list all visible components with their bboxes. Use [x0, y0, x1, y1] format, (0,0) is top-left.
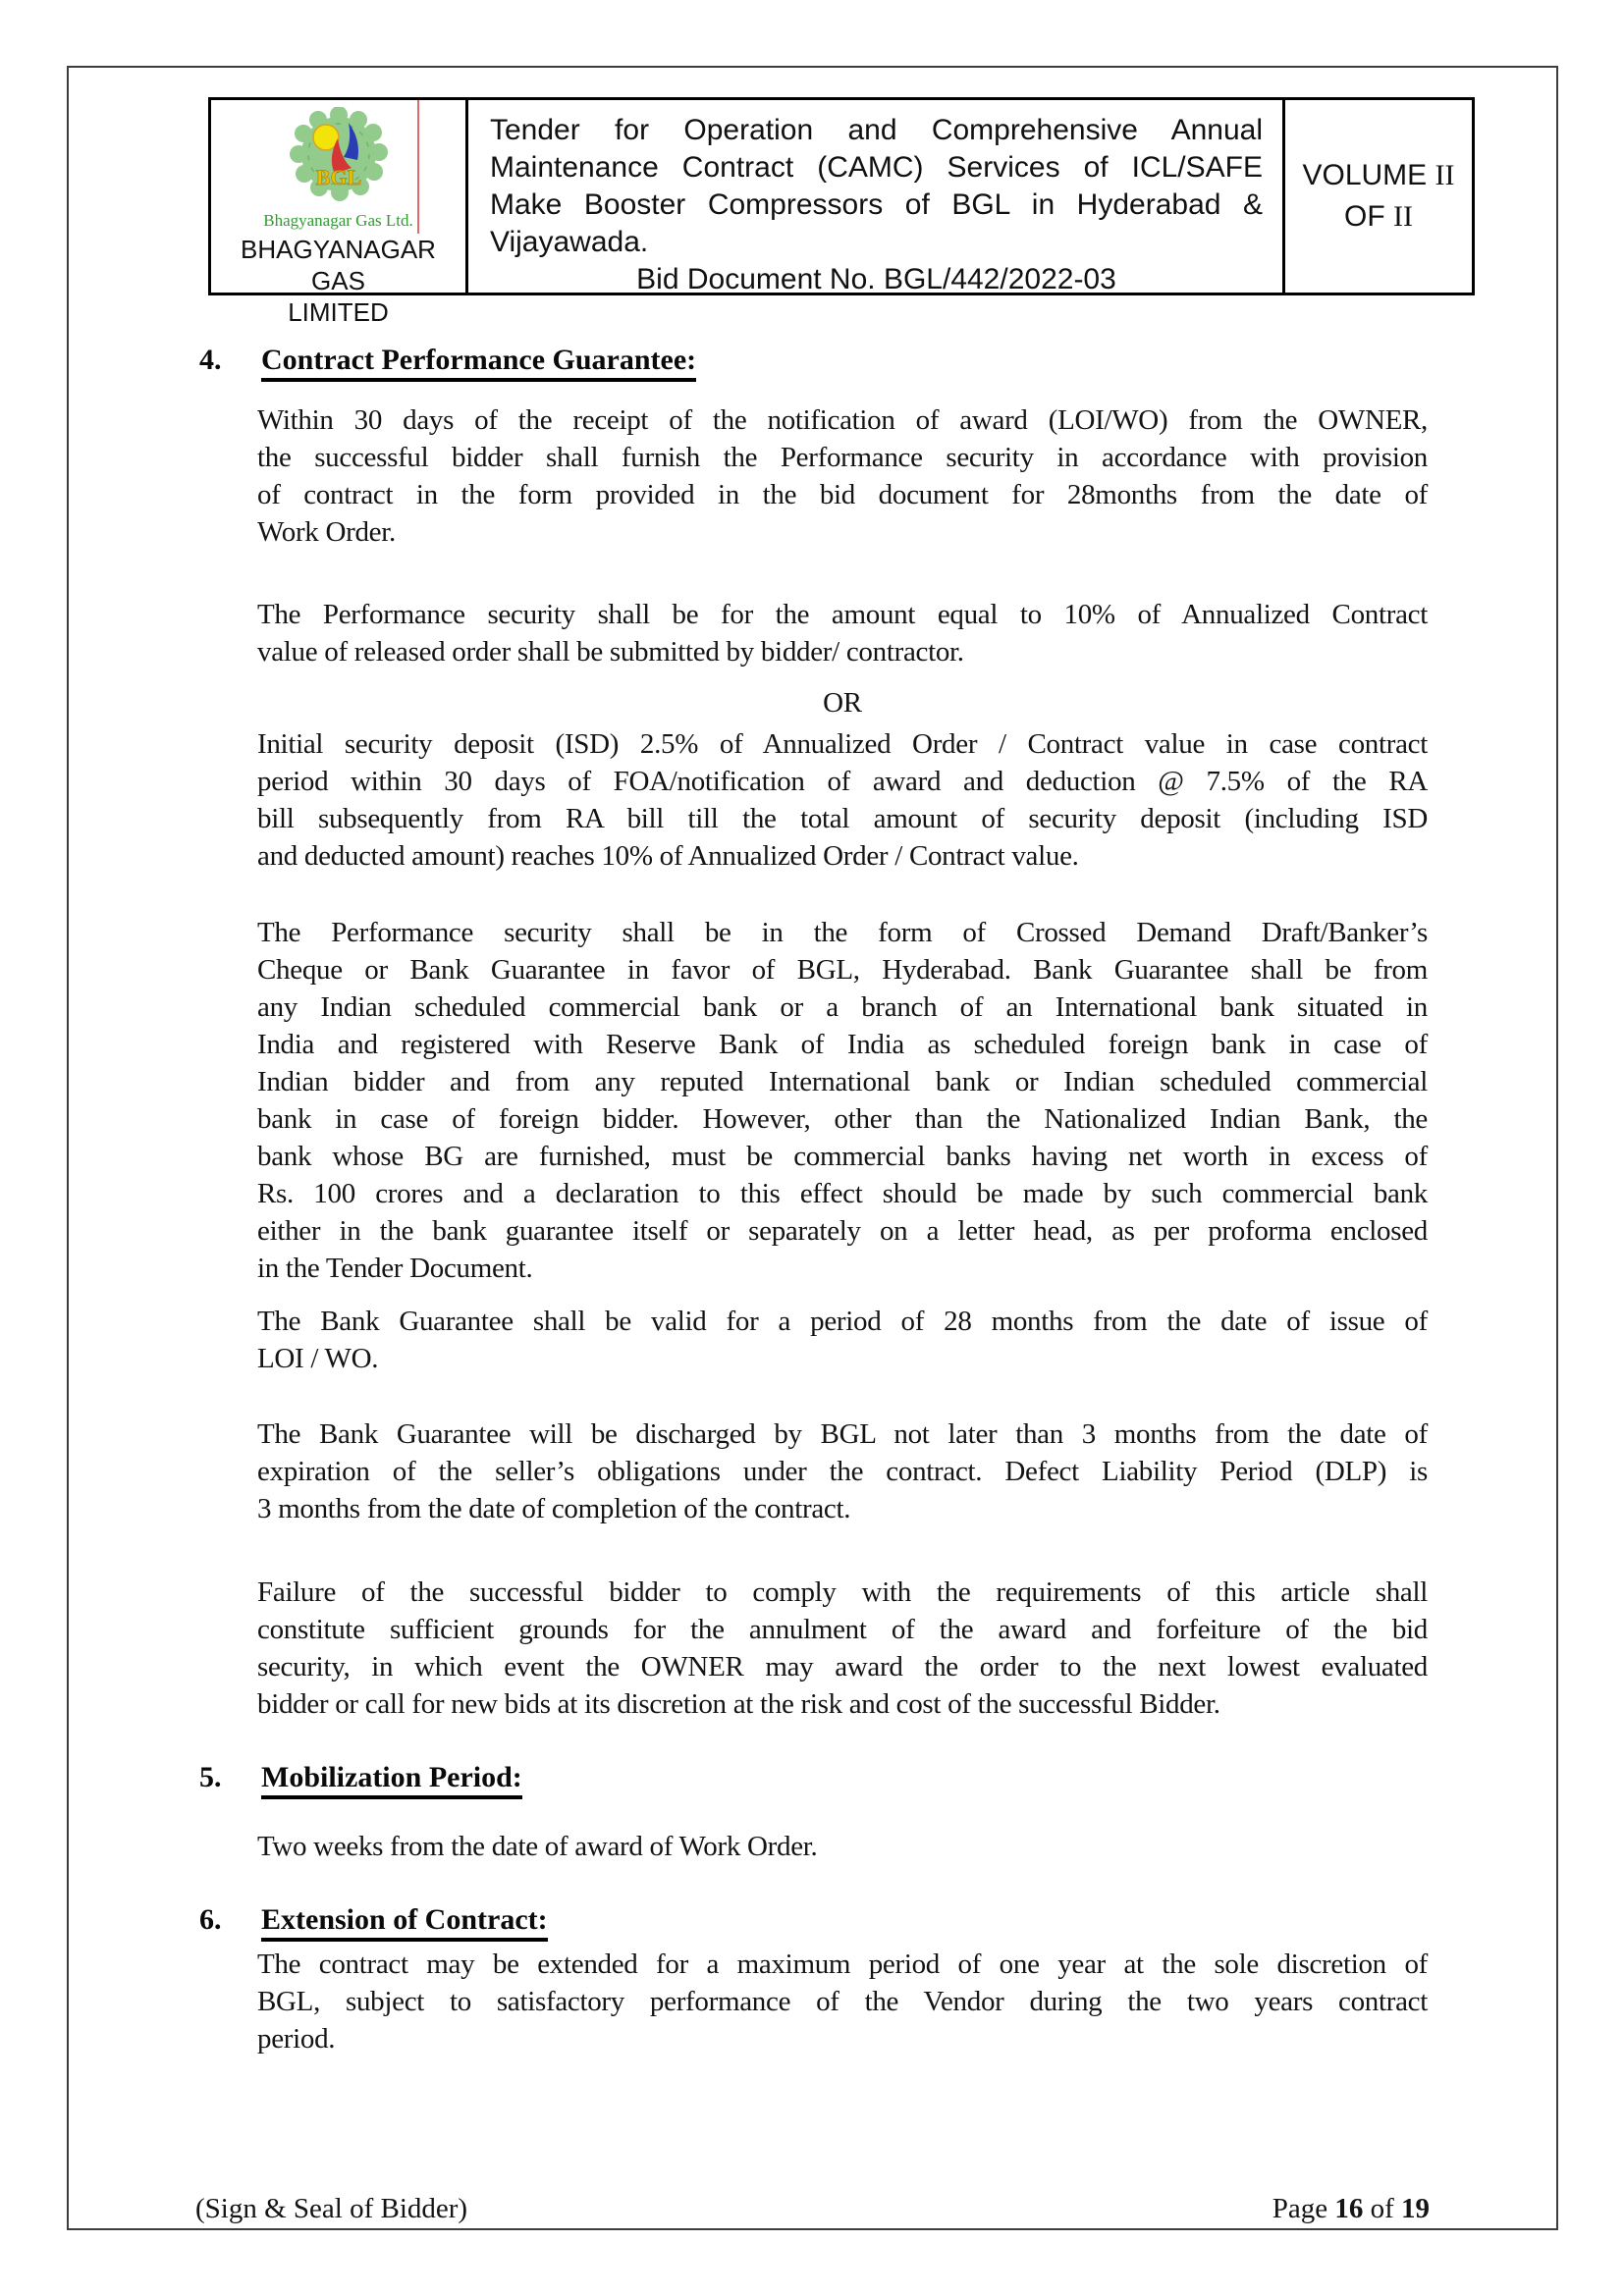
section-title: Contract Performance Guarantee: [261, 344, 696, 382]
paragraph-failure-to-comply: Failure of the successful bidder to comply with the requirements of this article shall constitute sufficient grounds for the annulment of the award and forfeiture of the bid security, in which event the OWNER may award the order to the next lowest evaluated bidder or call for new bids at its discretion at the risk and cost of the successful Bidder. [257, 1576, 1428, 1720]
tender-title: Tender for Operation and Comprehensive Annual Maintenance Contract (CAMC) Services of ICL/SAFE Make Booster Compressors of BGL in Hyderabad & Vijayawada. [490, 114, 1263, 258]
logo-cell [211, 100, 468, 327]
paragraph-bg-validity: The Bank Guarantee shall be valid for a period of 28 months from the date of issue of LOI / WO. [257, 1306, 1428, 1374]
section-number: 4. [199, 344, 222, 376]
company-name [211, 234, 465, 328]
page-footer [195, 2191, 1430, 2226]
bgl-logo-icon [279, 107, 399, 205]
section-number: 5. [199, 1761, 222, 1793]
paragraph-initial-security-deposit: Initial security deposit (ISD) 2.5% of Annualized Order / Contract value in case contract period within 30 days of FOA/notification of award and deduction @ 7.5% of the RA bill subsequently from RA bill till the total amount of security deposit (including ISD and deducted amount) reaches 10% of Annualized Order / Contract value. [257, 728, 1428, 872]
volume-line2: OF II [1344, 200, 1413, 233]
logo-caption: Bhagyanagar Gas Ltd. [263, 211, 413, 230]
title-cell [468, 100, 1285, 293]
section-heading-6 [199, 1901, 1556, 1939]
or-separator: OR [823, 687, 862, 719]
section-heading-4 [199, 342, 1556, 379]
bid-document-no: Bid Document No. BGL/442/2022-03 [636, 263, 1116, 295]
section-heading-5 [199, 1759, 1556, 1796]
volume-cell [1285, 100, 1472, 293]
scan-artifact-red-line [417, 100, 419, 234]
paragraph-bg-discharge: The Bank Guarantee will be discharged by BGL not later than 3 months from the date of expiration of the seller’s obligations under the contract. Defect Liability Period (DLP) is 3 months from the date of completion of the contract. [257, 1418, 1428, 1524]
paragraph-mobilization-body: Two weeks from the date of award of Work Order. [257, 1831, 818, 1862]
company-name-line1: BHAGYANAGAR GAS [241, 235, 436, 295]
company-name-line2: LIMITED [288, 297, 389, 327]
bgl-monogram: BGL [315, 165, 361, 189]
section-title: Mobilization Period: [261, 1761, 522, 1799]
sign-seal-label: (Sign & Seal of Bidder) [195, 2193, 468, 2224]
section-title: Extension of Contract: [261, 1903, 548, 1942]
paragraph-extension-body: The contract may be extended for a maximum period of one year at the sole discretion of BGL, subject to satisfactory performance of the Vendor during the two years contract period. [257, 1949, 1428, 2055]
paragraph-security-form-bank-guarantee: The Performance security shall be in the form of Crossed Demand Draft/Banker’s Cheque or Bank Guarantee in favor of BGL, Hyderabad. Bank Guarantee shall be from any Indian scheduled commercial bank or a branch of an International bank situated in India and registered with Reserve Bank of India as scheduled foreign bank in case of Indian bidder and from any reputed International bank or Indian scheduled commercial bank in case of foreign bidder. However, other than the Nationalized Indian Bank, the bank whose BG are furnished, must be commercial banks having net worth in excess of Rs. 100 crores and a declaration to this effect should be made by such commercial bank either in the bank guarantee itself or separately on a letter head, as per proforma enclosed in the Tender Document. [257, 917, 1428, 1284]
header-table [208, 97, 1475, 327]
volume-line1: VOLUME II [1302, 159, 1455, 191]
section-number: 6. [199, 1903, 222, 1936]
paragraph-performance-security-amount: The Performance security shall be for the amount equal to 10% of Annualized Contract value of released order shall be submitted by bidder/ contractor. [257, 599, 1428, 667]
page-number: Page 16 of 19 [1272, 2193, 1430, 2224]
page-border-frame [67, 66, 1558, 2230]
paragraph-performance-security-30days: Within 30 days of the receipt of the notification of award (LOI/WO) from the OWNER, the successful bidder shall furnish the Performance security in accordance with provision of contract in the form provided in the bid document for 28months from the date of Work Order. [257, 404, 1428, 548]
